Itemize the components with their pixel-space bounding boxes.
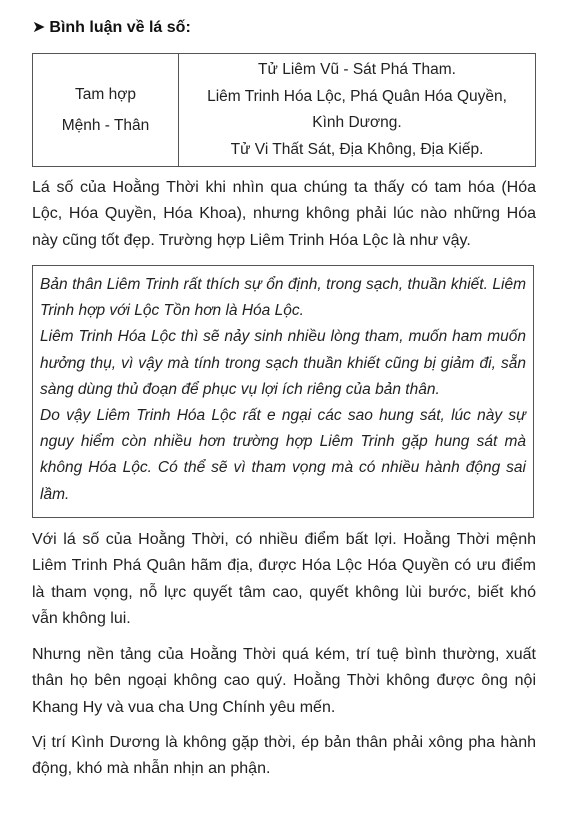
table-value-cell	[179, 54, 536, 167]
quote-paragraph: Do vậy Liêm Trinh Hóa Lộc rất e ngại các sao hung sát, lúc này sự nguy hiểm còn nhiều hơn trường hợp Liêm Trinh gặp hung sát mà không Hóa Lộc. Có thể sẽ vì tham vọng mà có nhiều hành động sai lầm.	[40, 407, 526, 503]
section-heading-text: Bình luận về lá số:	[49, 19, 191, 36]
paragraph-disadvantages: Với lá số của Hoằng Thời, có nhiều điểm bất lợi. Hoằng Thời mệnh Liêm Trinh Phá Quân hãm địa, được Hóa Lộc Hóa Quyền có ưu điểm là tham vọng, nỗ lực quyết tâm cao, quyết không lùi bước, biết khó vẫn không lui.	[32, 531, 536, 627]
table-value-line: Liêm Trinh Hóa Lộc, Phá Quân Hóa Quyền,	[207, 87, 507, 105]
quote-paragraph: Liêm Trinh Hóa Lộc thì sẽ nảy sinh nhiều lòng tham, muốn ham muốn hưởng thụ, vì vậy mà tính trong sạch thuần khiết cũng bị giảm đi, sẵn sàng dùng thủ đoạn để phục vụ lợi ích riêng của bản thân.	[40, 328, 526, 398]
paragraph-background: Nhưng nền tảng của Hoằng Thời quá kém, trí tuệ bình thường, xuất thân họ bên ngoại không cao quý. Hoằng Thời không được ông nội Khang Hy và vua cha Ung Chính yêu mến.	[32, 646, 536, 716]
quote-box	[32, 265, 534, 518]
table-label-line: Tam hợp	[75, 86, 136, 103]
table-value-line: Kình Dương.	[312, 114, 402, 131]
clipped-text-fragment	[262, 0, 382, 4]
paragraph-intro: Lá số của Hoằng Thời khi nhìn qua chúng ta thấy có tam hóa (Hóa Lộc, Hóa Quyền, Hóa Khoa), nhưng không phải lúc nào những Hóa này cũng tốt đẹp. Trường hợp Liêm Trinh Hóa Lộc là như vậy.	[32, 179, 536, 249]
section-heading	[32, 17, 191, 39]
tam-hop-table	[32, 53, 536, 167]
table-label-line: Mệnh - Thân	[61, 117, 150, 134]
paragraph-kinh-duong: Vị trí Kình Dương là không gặp thời, ép bản thân phải xông pha hành động, khó mà nhẫn nhịn an phận.	[32, 734, 536, 778]
arrow-bullet-icon: ➤	[32, 19, 46, 36]
quote-paragraph: Bản thân Liêm Trinh rất thích sự ổn định, trong sạch, thuần khiết. Liêm Trinh hợp với Lộc Tồn hơn là Hóa Lộc.	[40, 276, 526, 320]
table-label-cell	[33, 54, 179, 167]
table-value-line: Tử Vi Thất Sát, Địa Không, Địa Kiếp.	[230, 140, 484, 158]
table-value-line: Tử Liêm Vũ - Sát Phá Tham.	[258, 61, 456, 78]
table-row	[33, 54, 536, 167]
